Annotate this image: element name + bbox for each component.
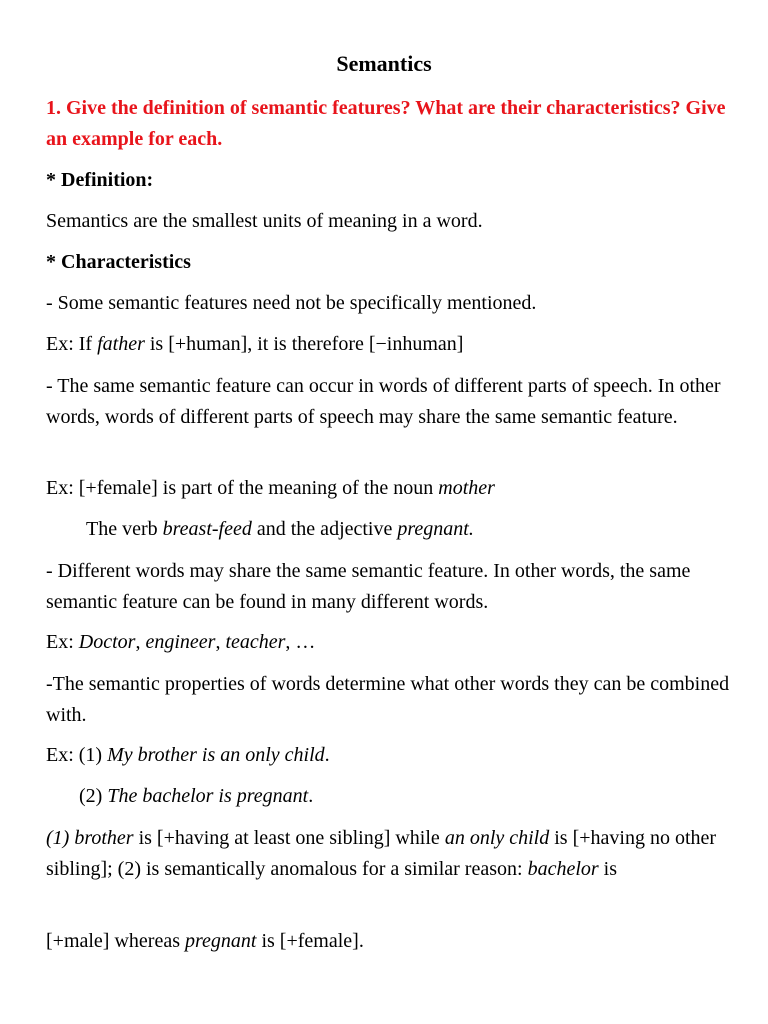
example-4	[46, 740, 738, 771]
definition-text: Semantics are the smallest units of meaning in a word.	[46, 210, 483, 232]
example-4-period: .	[324, 744, 330, 766]
example-2b-prefix: The verb	[86, 518, 163, 540]
example-3-sep-2: ,	[215, 631, 226, 653]
example-2b-word-pregnant: pregnant.	[397, 518, 474, 540]
characteristic-1: - Some semantic features need not be specifically mentioned.	[46, 292, 537, 314]
example-2-prefix: Ex: [+female] is part of the meaning of the noun	[46, 477, 439, 499]
example-2-continuation	[86, 514, 738, 545]
final-line	[46, 926, 738, 957]
example-4-prefix: Ex: (1)	[46, 744, 108, 766]
example-3	[46, 627, 738, 658]
example-4b-prefix: (2)	[79, 785, 108, 807]
final-line-text-1: [+male] whereas	[46, 930, 185, 952]
example-1-word-father: father	[97, 333, 145, 355]
example-3-prefix: Ex:	[46, 631, 79, 653]
final-line-pregnant: pregnant	[184, 930, 257, 952]
explanation-brother: (1) brother	[46, 827, 134, 849]
characteristic-3: - Different words may share the same semantic feature. In other words, the same semantic feature can be found in many different words.	[46, 560, 691, 613]
example-4-sentence-1: My brother is an only child	[107, 744, 325, 766]
example-4b-sentence-2: The bachelor is pregnant	[107, 785, 309, 807]
example-1-rest: is [+human], it is therefore [−inhuman]	[144, 333, 464, 355]
example-1-prefix: Ex: If	[46, 333, 98, 355]
definition-heading: * Definition:	[46, 169, 154, 191]
example-3-sep-3: , …	[285, 631, 316, 653]
characteristic-4: -The semantic properties of words determine what other words they can be combined with.	[46, 673, 730, 726]
explanation-text-2: is [+having no other sibling]; (2) is semantically anomalous for a similar reason:	[46, 827, 717, 880]
final-line-text-2: is [+female].	[256, 930, 364, 952]
question-heading: 1. Give the definition of semantic features? What are their characteristics? Give an example for each.	[46, 97, 726, 150]
page-title: Semantics	[336, 51, 432, 76]
example-4b-period: .	[308, 785, 314, 807]
example-2b-word-breast-feed: breast-feed	[162, 518, 252, 540]
example-3-word-doctor: Doctor	[78, 631, 136, 653]
example-3-word-teacher: teacher	[225, 631, 286, 653]
characteristic-2: - The same semantic feature can occur in words of different parts of speech. In other words, words of different parts of speech may share the same semantic feature.	[46, 375, 721, 428]
characteristics-heading: * Characteristics	[46, 251, 191, 273]
explanation-text-3: is	[598, 858, 617, 880]
explanation	[46, 823, 738, 885]
example-4-continuation	[79, 781, 738, 812]
explanation-text-1: is [+having at least one sibling] while	[133, 827, 445, 849]
example-2	[46, 473, 738, 504]
explanation-bachelor: bachelor	[527, 858, 599, 880]
example-3-sep-1: ,	[135, 631, 146, 653]
example-3-word-engineer: engineer	[145, 631, 216, 653]
explanation-only-child: an only child	[444, 827, 550, 849]
example-1	[46, 329, 738, 360]
example-2b-mid: and the adjective	[251, 518, 398, 540]
example-2-word-mother: mother	[438, 477, 495, 499]
